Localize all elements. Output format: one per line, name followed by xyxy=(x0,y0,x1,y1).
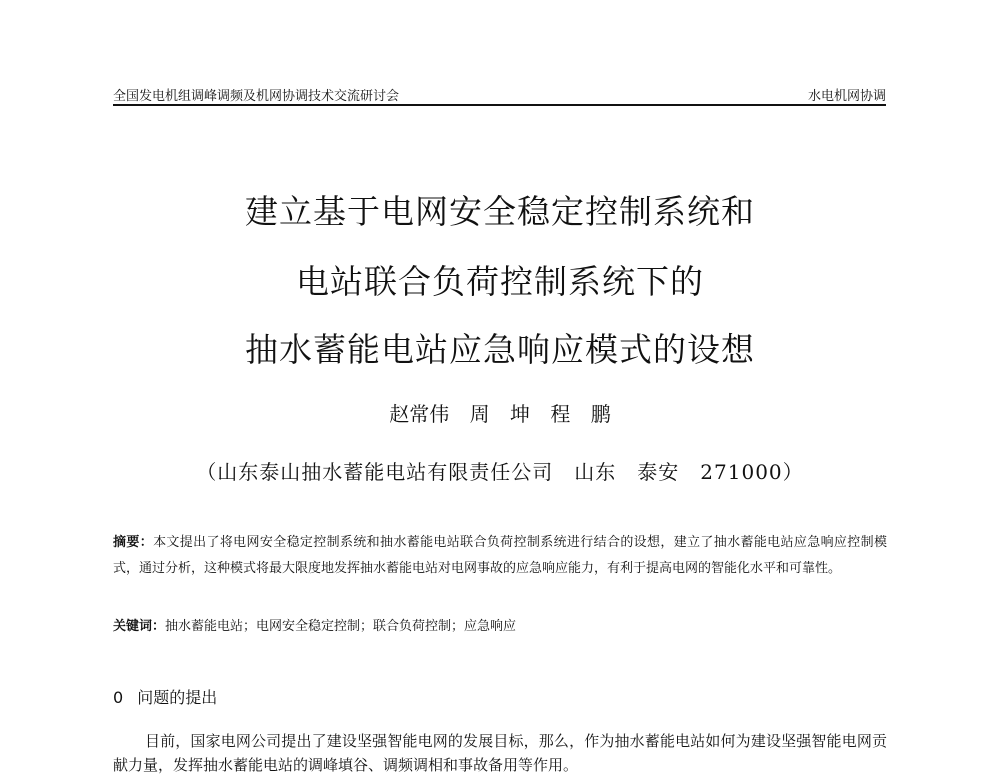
authors: 赵常伟 周 坤 程 鹏 xyxy=(389,402,611,426)
section-heading xyxy=(113,685,217,708)
keywords-text: 抽水蓄能电站；电网安全稳定控制；联合负荷控制；应急响应 xyxy=(165,619,517,634)
running-header-section: 水电机网协调 xyxy=(807,89,886,104)
abstract-text: 本文提出了将电网安全稳定控制系统和抽水蓄能电站联合负荷控制系统进行结合的设想，建立了抽水蓄能电站应急响应控制模式，通过分析，这种模式将最大限度地发挥抽水蓄能电站对电网事故的应急响应能力，有利于提高电网的智能化水平和可靠性。 xyxy=(113,535,887,576)
section-number: 0 xyxy=(113,688,124,707)
title-line-2: 电站联合负荷控制系统下的 xyxy=(296,262,704,301)
body-paragraph: 目前，国家电网公司提出了建设坚强智能电网的发展目标，那么，作为抽水蓄能电站如何为建设坚强智能电网贡献力量，发挥抽水蓄能电站的调峰填谷、调频调相和事故备用等作用。 xyxy=(113,732,887,774)
abstract xyxy=(113,530,887,582)
running-header-conference: 全国发电机组调峰调频及机网协调技术交流研讨会 xyxy=(113,89,400,104)
keywords-label: 关键词： xyxy=(113,619,166,634)
title-line-1: 建立基于电网安全稳定控制系统和 xyxy=(245,192,755,231)
header-rule xyxy=(113,104,886,106)
affiliation: （山东泰山抽水蓄能电站有限责任公司 山东 泰安 271000） xyxy=(196,460,804,484)
keywords xyxy=(113,614,887,640)
section-title: 问题的提出 xyxy=(137,688,218,707)
abstract-label: 摘要： xyxy=(113,535,154,550)
title-line-3: 抽水蓄能电站应急响应模式的设想 xyxy=(245,330,755,369)
